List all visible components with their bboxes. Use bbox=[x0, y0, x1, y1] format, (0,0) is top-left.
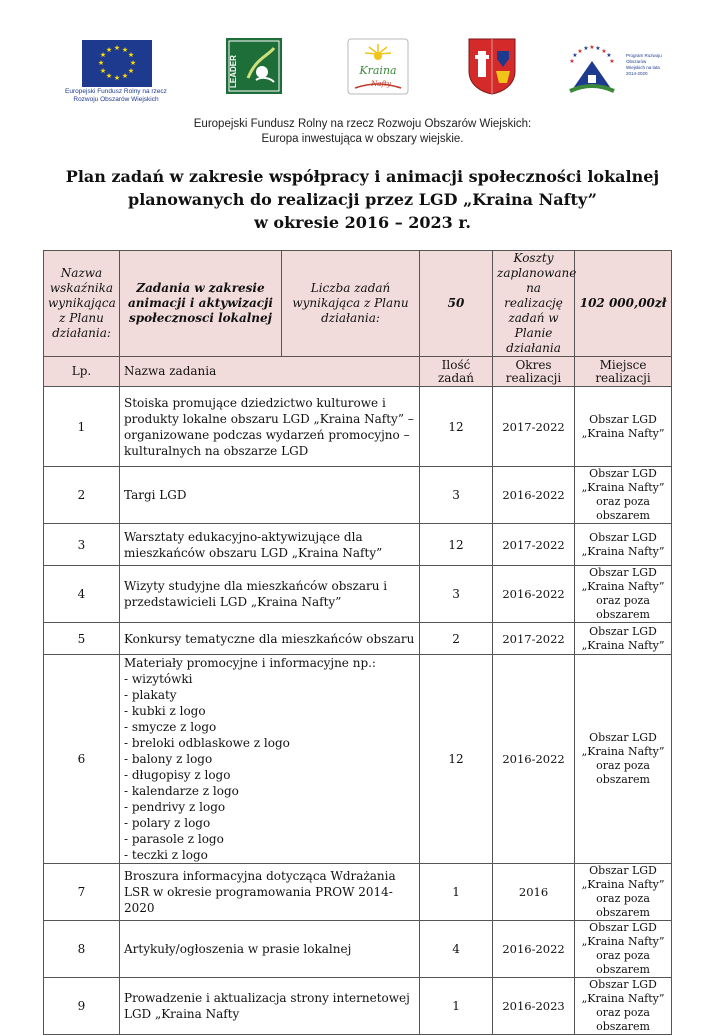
row-period: 2017-2022 bbox=[493, 524, 575, 566]
col-header-lp: Lp. bbox=[44, 357, 120, 387]
col-header-place: Miejsce realizacji bbox=[575, 357, 672, 387]
svg-text:★: ★ bbox=[127, 67, 135, 75]
row-place: Obszar LGD „Kraina Nafty” oraz poza obszarem bbox=[575, 864, 672, 921]
col-header-period: Okres realizacji bbox=[493, 357, 575, 387]
eu-caption: Europejski Fundusz Rolny na rzecz Rozwoju Obszarów Wiejskich bbox=[65, 88, 167, 103]
svg-text:★: ★ bbox=[127, 51, 135, 59]
row-task-name: Targi LGD bbox=[120, 467, 420, 524]
col-header-count: Ilość zadań bbox=[420, 357, 493, 387]
row-task-count: 12 bbox=[420, 524, 493, 566]
row-task-name: Artykuły/ogłoszenia w prasie lokalnej bbox=[120, 921, 420, 978]
svg-text:★: ★ bbox=[129, 59, 137, 67]
row-place: Obszar LGD „Kraina Nafty” bbox=[575, 387, 672, 467]
indicator-value: Zadania w zakresie animacji i aktywizacji społecznosci lokalnej bbox=[120, 251, 282, 357]
eu-stars-icon bbox=[82, 40, 152, 87]
svg-text:★: ★ bbox=[121, 72, 129, 80]
svg-text:★: ★ bbox=[113, 44, 121, 52]
row-period: 2016-2022 bbox=[493, 566, 575, 623]
fund-line-1: Europejski Fundusz Rolny na rzecz Rozwoju Obszarów Wiejskich: bbox=[193, 118, 532, 130]
row-task-count: 1 bbox=[420, 864, 493, 921]
table-row bbox=[44, 387, 672, 467]
indicator-label: Nazwa wskaźnika wynikająca z Planu działania: bbox=[44, 251, 120, 357]
svg-text:★: ★ bbox=[572, 52, 578, 59]
count-label: Liczba zadań wynikająca z Planu działania: bbox=[282, 251, 420, 357]
fund-line-2: Europa inwestująca w obszary wiejskie. bbox=[261, 133, 464, 145]
row-place: Obszar LGD „Kraina Nafty” oraz poza obszarem bbox=[575, 978, 672, 1035]
row-task-name: Broszura informacyjna dotycząca Wdrażania LSR w okresie programowania PROW 2014-2020 bbox=[120, 864, 420, 921]
nafty-text: Nafty bbox=[371, 80, 391, 88]
svg-text:★: ★ bbox=[609, 58, 615, 65]
svg-text:★: ★ bbox=[589, 44, 595, 51]
table-row bbox=[44, 566, 672, 623]
svg-text:★: ★ bbox=[105, 46, 113, 54]
svg-text:★: ★ bbox=[606, 52, 612, 59]
svg-text:★: ★ bbox=[121, 46, 129, 54]
row-lp: 4 bbox=[44, 566, 120, 623]
svg-text:★: ★ bbox=[99, 67, 107, 75]
row-task-name: Warsztaty edukacyjno-aktywizujące dla mieszkańców obszaru LGD „Kraina Nafty” bbox=[120, 524, 420, 566]
row-place: Obszar LGD „Kraina Nafty” bbox=[575, 623, 672, 655]
row-lp: 2 bbox=[44, 467, 120, 524]
row-period: 2017-2022 bbox=[493, 623, 575, 655]
row-place: Obszar LGD „Kraina Nafty” oraz poza obszarem bbox=[575, 921, 672, 978]
row-task-name: Stoiska promujące dziedzictwo kulturowe i produkty lokalne obszaru LGD „Kraina Nafty” – organizowane podczas wydarzeń promocyjno – kulturalnych na obszarze LGD bbox=[120, 387, 420, 467]
row-lp: 1 bbox=[44, 387, 120, 467]
svg-text:★: ★ bbox=[97, 59, 105, 67]
svg-text:★: ★ bbox=[595, 45, 601, 52]
svg-text:★: ★ bbox=[113, 74, 121, 82]
row-lp: 7 bbox=[44, 864, 120, 921]
row-task-name: Prowadzenie i aktualizacja strony internetowej LGD „Kraina Nafty bbox=[120, 978, 420, 1035]
eu-flag-logo bbox=[82, 40, 152, 87]
row-period: 2017-2022 bbox=[493, 387, 575, 467]
row-place: Obszar LGD „Kraina Nafty” oraz poza obszarem bbox=[575, 655, 672, 864]
row-task-name: Materiały promocyjne i informacyjne np.: - wizytówki - plakaty - kubki z logo - smycze z logo - breloki odblaskowe z logo - balony z logo - długopisy z logo - kalendarze z logo - pendrivy z logo - polary z logo - parasole z logo - teczki z logo bbox=[120, 655, 420, 864]
row-task-name: Konkursy tematyczne dla mieszkańców obszaru bbox=[120, 623, 420, 655]
cost-value: 102 000,00zł bbox=[575, 251, 672, 357]
row-place: Obszar LGD „Kraina Nafty” oraz poza obszarem bbox=[575, 467, 672, 524]
table-row bbox=[44, 978, 672, 1035]
table-body bbox=[44, 387, 672, 1035]
row-task-count: 12 bbox=[420, 655, 493, 864]
row-task-count: 12 bbox=[420, 387, 493, 467]
svg-text:★: ★ bbox=[601, 48, 607, 55]
row-lp: 8 bbox=[44, 921, 120, 978]
coat-of-arms-logo bbox=[467, 37, 517, 95]
page-title-line-3: w okresie 2016 – 2023 r. bbox=[254, 213, 471, 232]
page-title-line-2: planowanych do realizacji przez LGD „Kraina Nafty” bbox=[128, 190, 597, 209]
cost-label: Koszty zaplanowane na realizację zadań w Planie działania bbox=[493, 251, 575, 357]
logos-header bbox=[0, 35, 725, 105]
row-task-count: 2 bbox=[420, 623, 493, 655]
table-row bbox=[44, 623, 672, 655]
row-period: 2016-2023 bbox=[493, 978, 575, 1035]
row-period: 2016-2022 bbox=[493, 921, 575, 978]
page-title-line-1: Plan zadań w zakresie współpracy i animacji społeczności lokalnej bbox=[65, 167, 660, 186]
col-header-name: Nazwa zadania bbox=[120, 357, 420, 387]
svg-text:★: ★ bbox=[99, 51, 107, 59]
row-task-count: 1 bbox=[420, 978, 493, 1035]
row-period: 2016 bbox=[493, 864, 575, 921]
tasks-table bbox=[43, 250, 672, 1035]
row-task-count: 3 bbox=[420, 566, 493, 623]
svg-text:★: ★ bbox=[577, 48, 583, 55]
table-row bbox=[44, 655, 672, 864]
row-period: 2016-2022 bbox=[493, 467, 575, 524]
summary-row bbox=[44, 251, 672, 357]
count-value: 50 bbox=[420, 251, 493, 357]
svg-text:★: ★ bbox=[569, 58, 575, 65]
row-place: Obszar LGD „Kraina Nafty” oraz poza obszarem bbox=[575, 566, 672, 623]
svg-text:★: ★ bbox=[583, 45, 589, 52]
row-place: Obszar LGD „Kraina Nafty” bbox=[575, 524, 672, 566]
row-lp: 9 bbox=[44, 978, 120, 1035]
row-task-name: Wizyty studyjne dla mieszkańców obszaru i przedstawicieli LGD „Kraina Nafty” bbox=[120, 566, 420, 623]
leader-logo bbox=[226, 38, 282, 94]
row-lp: 6 bbox=[44, 655, 120, 864]
table-header-row bbox=[44, 357, 672, 387]
row-task-count: 3 bbox=[420, 467, 493, 524]
row-lp: 5 bbox=[44, 623, 120, 655]
row-task-count: 4 bbox=[420, 921, 493, 978]
table-row bbox=[44, 921, 672, 978]
row-lp: 3 bbox=[44, 524, 120, 566]
table-row bbox=[44, 864, 672, 921]
kraina-nafty-logo bbox=[347, 38, 409, 95]
kraina-text: Kraina bbox=[359, 64, 397, 77]
table-row bbox=[44, 524, 672, 566]
prow-caption: Program Rozwoju Obszarów Wiejskich na lata 2014-2020 bbox=[626, 53, 662, 76]
leader-text: LEADER bbox=[229, 55, 238, 88]
table-row bbox=[44, 467, 672, 524]
svg-text:★: ★ bbox=[105, 72, 113, 80]
row-period: 2016-2022 bbox=[493, 655, 575, 864]
